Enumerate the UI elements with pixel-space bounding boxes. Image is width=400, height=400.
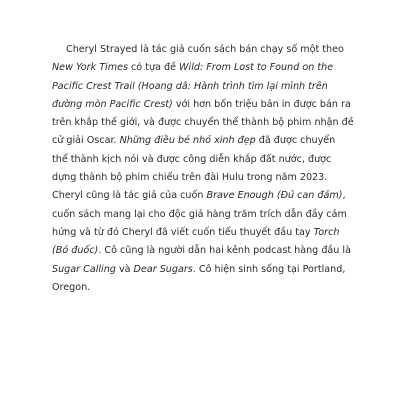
author-bio-paragraph	[52, 41, 354, 297]
title-dear-sugars: Dear Sugars	[133, 263, 193, 275]
title-wild: Wild: From Lost to Found on the Pacific Crest Trail (Hoang dã: Hành trình tìm lại mình trên đường mòn Pacific Crest)	[52, 62, 334, 110]
bio-text-4: đã được chuyển thể thành kịch nói và được công diễn khắp đất nước, được dựng thành bộ phim chiếu trên đài Hulu trong năm 2023. Cheryl cũng là tác giả của cuốn	[52, 135, 336, 202]
bio-text-5: , cuốn sách mang lại cho độc giả hàng trăm trích dẫn đầy cảm hứng và từ đó Cheryl đã viết cuốn tiểu thuyết đầu tay	[52, 190, 347, 238]
bio-text-7: và	[115, 263, 134, 275]
bio-text-6: . Cô cũng là người dẫn hai kênh podcast hàng đầu là	[98, 245, 351, 257]
title-sugar-calling: Sugar Calling	[52, 263, 116, 275]
bio-text-2: có tựa đề	[127, 62, 180, 74]
bio-text-8: . Cô hiện sinh sống tại Portland, Oregon.	[52, 263, 346, 293]
title-tiny-beautiful-things: Những điều bé nhỏ xinh đẹp	[119, 135, 256, 147]
title-new-york-times: New York Times	[52, 62, 128, 74]
title-brave-enough: Brave Enough (Đủ can đảm)	[206, 190, 343, 202]
bio-text-3: với hơn bốn triệu bản in được bán ra trên khắp thế giới, và được chuyển thể thành bộ phim nhận đề cử giải Oscar.	[52, 98, 354, 147]
bio-text-1: Cheryl Strayed là tác giả cuốn sách bán chạy số một theo	[66, 44, 344, 55]
title-torch: Torch (Bó đuốc)	[52, 226, 340, 257]
